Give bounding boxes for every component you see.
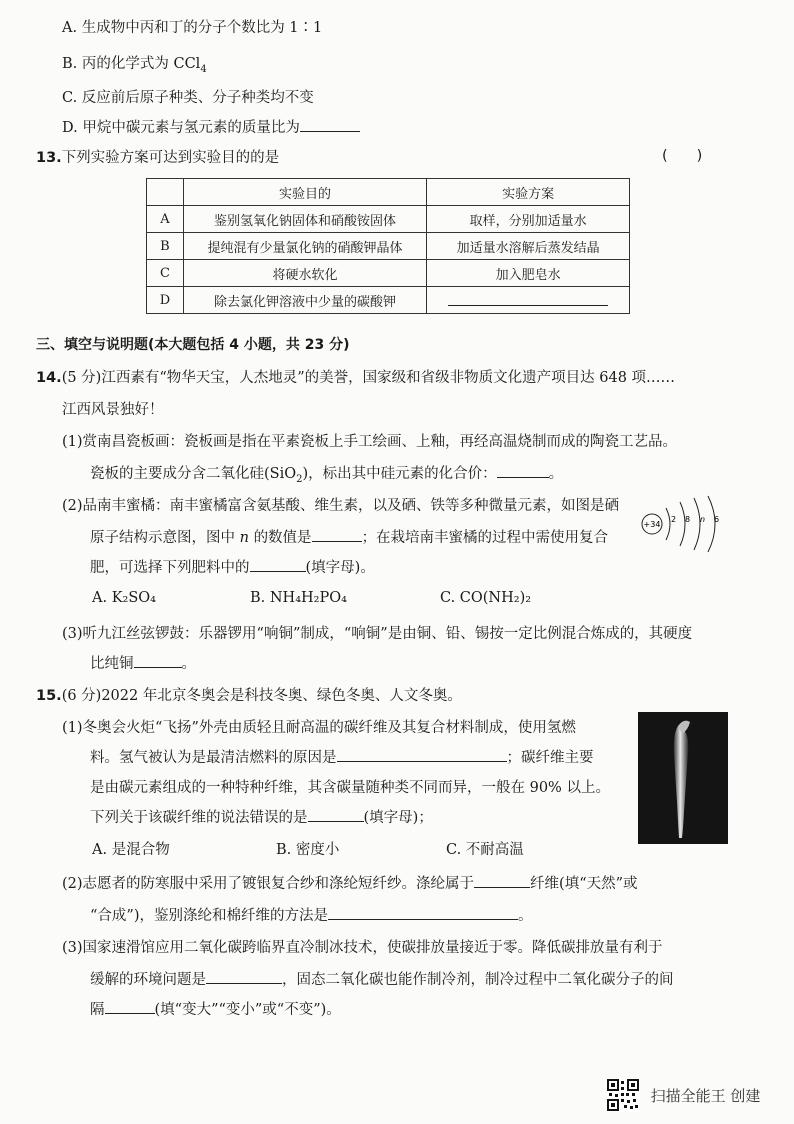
q15-part2-line1: (2)志愿者的防寒服中采用了镀银复合纱和涤纶短纤纱。涤纶属于 纤维(填“天然”或 [62,872,638,893]
q15-part2-line2: “合成”)，鉴别涤纶和棉纤维的方法是 。 [90,904,532,925]
shell-electrons: 2 [671,515,677,524]
answer-blank[interactable] [328,905,518,920]
selenium-atom-diagram [640,494,724,554]
answer-blank[interactable] [308,807,364,822]
q15-option-b: B. 密度小 [276,842,340,858]
q12-option-c: C. 反应前后原子种类、分子种类均不变 [62,90,314,106]
nucleus-charge: +34 [643,520,661,529]
answer-blank[interactable] [206,969,282,984]
table-header-cell [147,179,184,206]
table-row [147,206,630,233]
table-header-goal: 实验目的 [183,179,426,206]
q13-experiment-table [146,178,630,314]
answer-blank[interactable] [134,653,182,668]
q14-part3-line2: 比纯铜 。 [90,652,196,673]
row-label: D [147,287,184,314]
olympic-torch-photo [638,712,728,844]
answer-blank[interactable] [312,527,362,542]
table-row [147,287,630,314]
qr-code-icon [606,1078,640,1112]
answer-blank[interactable] [250,557,306,572]
electron-shell [694,498,700,550]
q12-option-a: A. 生成物中丙和丁的分子个数比为 1∶1 [62,20,323,36]
answer-blank[interactable] [300,117,360,132]
q15-part3-line3: 隔 (填“变大”“变小”或“不变”)。 [90,998,341,1019]
q15-part1-line2: 料。氢气被认为是最清洁燃料的原因是 ；碳纤维主要 [90,746,594,767]
row-goal: 除去氯化钾溶液中少量的碳酸钾 [183,287,426,314]
row-plan-blank[interactable] [427,287,630,314]
table-row [147,260,630,287]
answer-blank[interactable] [497,463,549,478]
q12-option-b: B. 丙的化学式为 CCl$_4$ [62,56,207,75]
row-plan: 加适量水溶解后蒸发结晶 [427,233,630,260]
q15-intro: 15.(6 分)2022 年北京冬奥会是科技冬奥、绿色冬奥、人文冬奥。 [36,688,462,704]
q13-answer-paren[interactable]: ( ) [662,148,703,164]
q14-part2-line2: 原子结构示意图，图中 n 的数值是 ；在栽培南丰蜜橘的过程中需使用复合 [90,526,608,547]
torch-icon [638,712,728,844]
row-label: A [147,206,184,233]
shell-electrons: n [700,515,706,524]
table-header-plan: 实验方案 [427,179,630,206]
q15-option-c: C. 不耐高温 [446,842,524,858]
row-label: C [147,260,184,287]
shell-electrons: 6 [714,515,720,524]
q14-part1-line1: (1)赏南昌瓷板画：瓷板画是指在平素瓷板上手工绘画、上釉，再经高温烧制而成的陶瓷工艺品。 [62,434,678,450]
q15-part1-line3: 是由碳元素组成的一种特种纤维，其含碳量随种类不同而异，一般在 90% 以上。 [90,780,610,796]
q14-intro-line2: 江西风景独好！ [62,402,164,418]
q14-part2-line1: (2)品南丰蜜橘：南丰蜜橘富含氨基酸、维生素，以及硒、铁等多种微量元素，如图是硒 [62,498,620,514]
q15-part1-line4: 下列关于该碳纤维的说法错误的是 (填字母)； [90,806,433,827]
q15-part3-line1: (3)国家速滑馆应用二氧化碳跨临界直冷制冰技术，使碳排放量接近于零。降低碳排放量有利于 [62,940,663,956]
electron-shell [680,502,685,546]
section-3-title: 三、填空与说明题(本大题包括 4 小题，共 23 分) [36,337,350,353]
table-row [147,233,630,260]
scanner-watermark [606,1078,760,1112]
q14-part3-line1: (3)听九江丝弦锣鼓：乐器锣用“响铜”制成，“响铜”是由铜、铅、锡按一定比例混合炼成的，其硬度 [62,626,693,642]
q14-option-a: A. K₂SO₄ [92,590,156,606]
electron-shell [666,508,670,540]
q14-intro: 14.(5 分)江西素有“物华天宝，人杰地灵”的美誉，国家级和省级非物质文化遗产项目达 648 项…… [36,370,676,386]
q15-part3-line2: 缓解的环境问题是 ，固态二氧化碳也能作制冷剂，制冷过程中二氧化碳分子的间 [90,968,674,989]
q14-part2-line3: 肥，可选择下列肥料中的 (填字母)。 [90,556,375,577]
answer-blank[interactable] [337,747,507,762]
q12-option-d: D. 甲烷中碳元素与氢元素的质量比为 [62,116,360,137]
q15-option-a: A. 是混合物 [92,842,170,858]
row-plan: 加入肥皂水 [427,260,630,287]
answer-blank[interactable] [474,873,530,888]
watermark-text: 扫描全能王 创建 [650,1086,761,1105]
q15-part1-line1: (1)冬奥会火炬“飞扬”外壳由质轻且耐高温的碳纤维及其复合材料制成，使用氢燃 [62,720,576,736]
table-header-row [147,179,630,206]
q14-option-b: B. NH₄H₂PO₄ [250,590,347,606]
row-plan: 取样，分别加适量水 [427,206,630,233]
q14-option-c: C. CO(NH₂)₂ [440,590,532,606]
row-label: B [147,233,184,260]
row-goal: 鉴别氢氧化钠固体和硝酸铵固体 [183,206,426,233]
row-goal: 将硬水软化 [183,260,426,287]
row-goal: 提纯混有少量氯化钠的硝酸钾晶体 [183,233,426,260]
answer-blank[interactable] [105,999,155,1014]
q14-part1-line2: 瓷板的主要成分含二氧化硅(SiO$_2$)，标出其中硅元素的化合价： 。 [90,462,563,485]
electron-shell [708,496,715,552]
shell-electrons: 8 [685,515,691,524]
q13-stem: 13.下列实验方案可达到实验目的的是 [36,150,280,166]
